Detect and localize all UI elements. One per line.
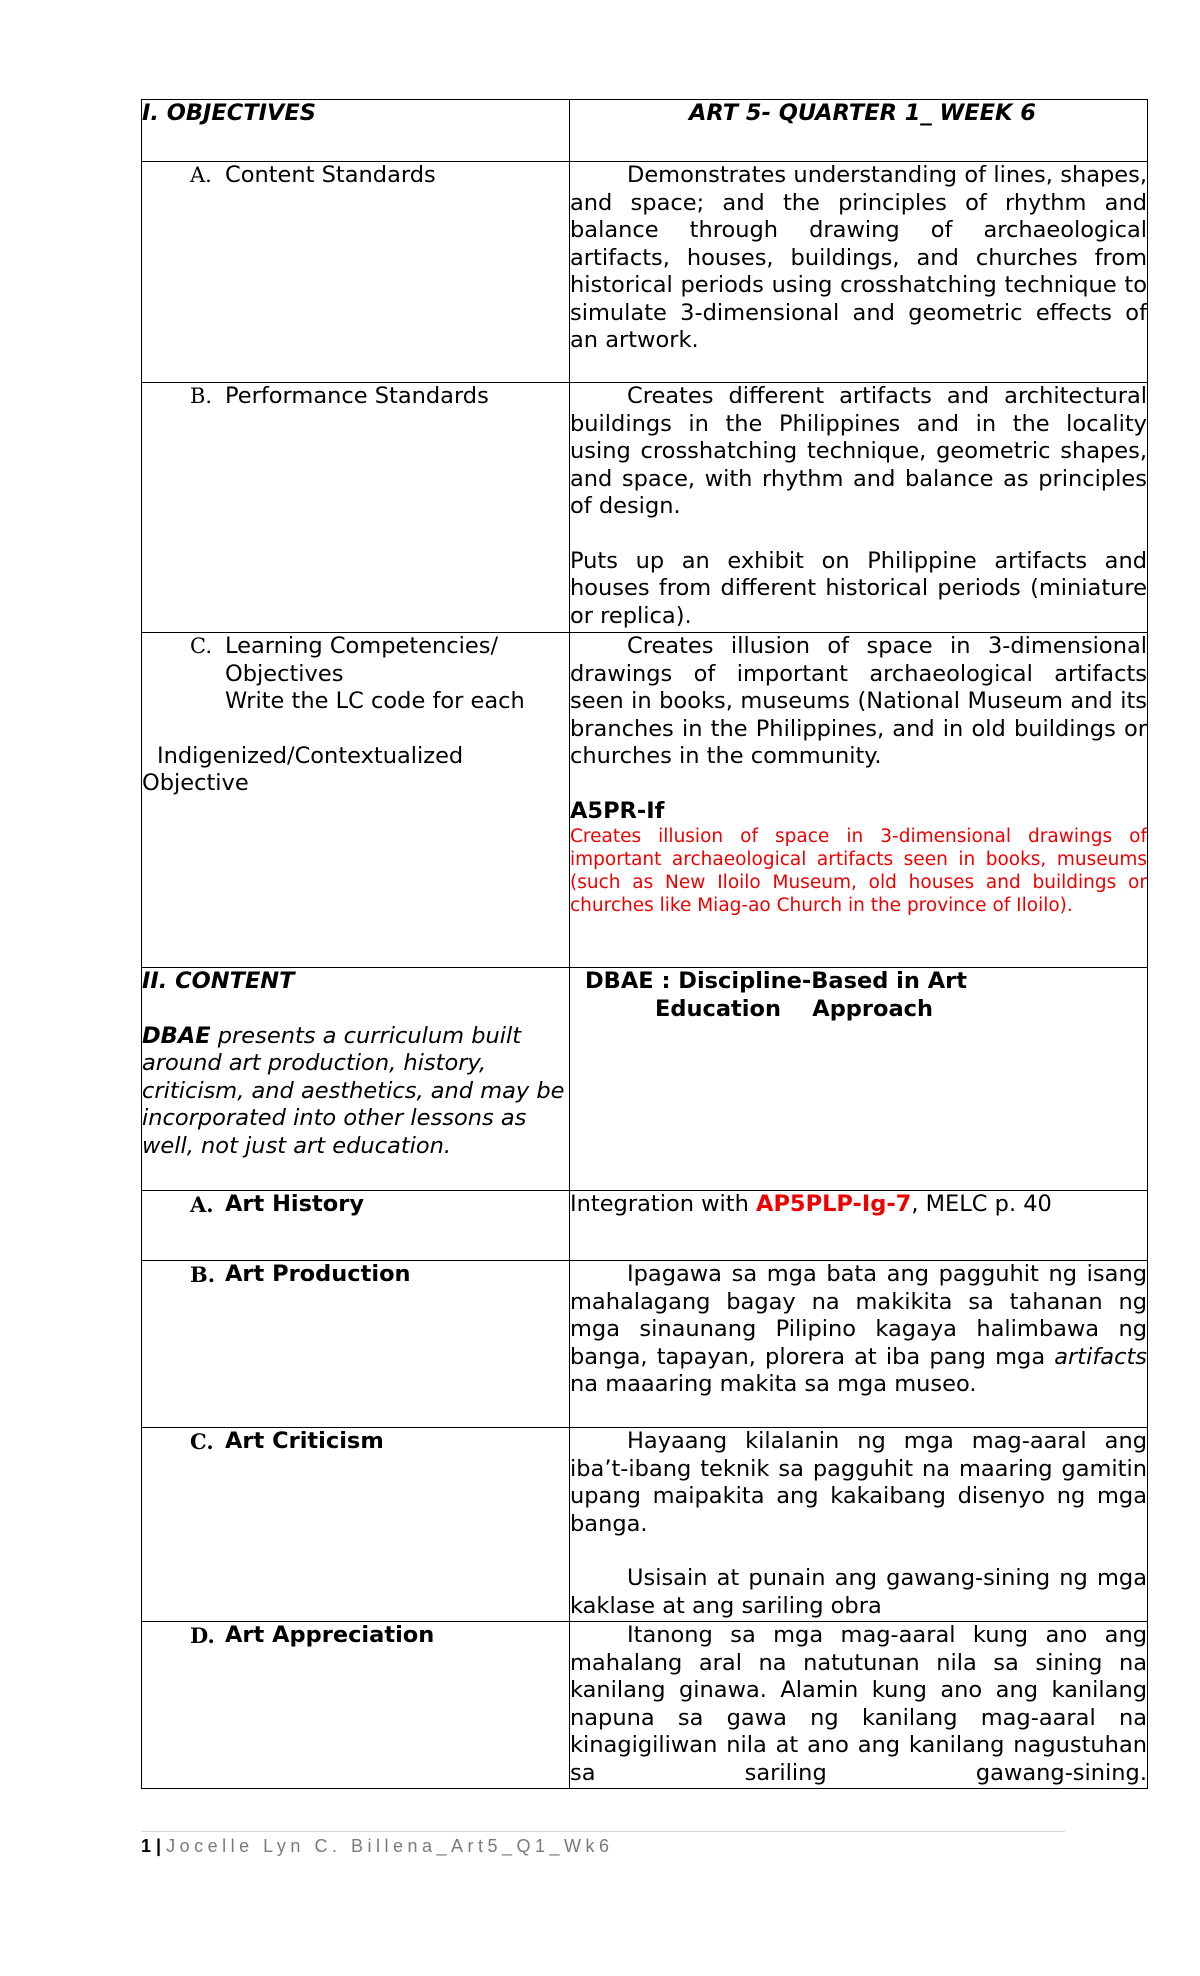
footer-author: Jocelle Lyn C. Billena_Art5_Q1_Wk6 <box>166 1836 614 1856</box>
content-standards-label-cell <box>142 162 570 383</box>
art-criticism-text-2: Usisain at punain ang gawang-sining ng mga kaklase at ang sariling obra <box>570 1565 1147 1619</box>
dbae-cell <box>570 968 1148 1191</box>
item-letter: C. <box>190 1429 214 1454</box>
objectives-heading-cell <box>142 100 570 162</box>
dbae-description-rest: presents a curriculum built around art production, history, criticism, and aesthetics, and may be incorporated into other lessons as well, not just art education. <box>142 1022 565 1159</box>
art-appreciation-label: Art Appreciation <box>225 1622 435 1648</box>
objectives-label: Objectives <box>225 660 344 687</box>
table-row <box>142 1261 1148 1428</box>
art-production-label-cell <box>142 1261 570 1428</box>
item-letter: D. <box>190 1623 215 1648</box>
table-row <box>142 1622 1148 1789</box>
learning-competencies-text: Creates illusion of space in 3-dimensional drawings of important archaeological artifacts seen in books, museums (National Museum and its branches in the Philippines, and in old buildings or churches in the community. <box>570 633 1147 769</box>
item-letter: A. <box>190 1192 214 1217</box>
performance-standards-label: Performance Standards <box>225 383 489 409</box>
dbae-title-line-2: Education Approach <box>655 995 934 1022</box>
indigenized-objective-text: Creates illusion of space in 3-dimensional drawings of important archaeological artifacts seen in books, museums (such as New Iloilo Museum, old houses and buildings or churches like Miag-ao Church in the province of Iloilo). <box>570 826 1147 916</box>
item-letter: B. <box>190 384 213 408</box>
lc-code: A5PR-If <box>570 797 665 824</box>
table-row <box>142 383 1148 633</box>
learning-competencies-label: Learning Competencies/ <box>225 633 499 659</box>
item-letter: B. <box>190 1262 216 1287</box>
art-criticism-label-cell <box>142 1428 570 1622</box>
art-history-cell <box>570 1191 1148 1261</box>
table-row <box>142 162 1148 383</box>
learning-competencies-cell <box>570 633 1148 968</box>
quarter-heading: ART 5- QUARTER 1_ WEEK 6 <box>689 100 1036 126</box>
learning-competencies-label-cell <box>142 633 570 968</box>
art-production-text-pre: Ipagawa sa mga bata ang pagguhit ng isang mahalagang bagay na makikita sa tahanan ng mga sinaunang Pilipino kagaya halimbawa ng banga, tapayan, plorera at iba pang mga <box>570 1261 1155 1370</box>
table-row <box>142 1191 1148 1261</box>
art-history-label-cell <box>142 1191 570 1261</box>
art-criticism-label: Art Criticism <box>225 1428 384 1454</box>
quarter-heading-cell <box>570 100 1148 162</box>
content-heading-cell <box>142 968 570 1191</box>
footer-divider <box>141 1831 1065 1832</box>
melc-code: AP5PLP-Ig-7 <box>756 1191 912 1217</box>
item-letter: A. <box>190 163 212 187</box>
performance-standards-text-1: Creates different artifacts and architectural buildings in the Philippines and in the locality using crosshatching technique, geometric shapes, and space, with rhythm and balance as principles of design. <box>570 383 1147 519</box>
art-production-text <box>570 1261 1162 1399</box>
dbae-term: DBAE <box>142 1022 211 1049</box>
lesson-plan-table <box>141 99 1162 1789</box>
table-row <box>142 633 1148 968</box>
art-criticism-cell <box>570 1428 1148 1622</box>
dbae-description <box>142 1023 569 1161</box>
performance-standards-cell <box>570 383 1148 633</box>
art-appreciation-label-cell <box>142 1622 570 1789</box>
performance-standards-text-2: Puts up an exhibit on Philippine artifacts and houses from different historical periods (miniature or replica). <box>570 547 1147 629</box>
art-history-text <box>570 1191 1147 1219</box>
content-standards-cell <box>570 162 1148 383</box>
dbae-title-line-1: DBAE : Discipline-Based in Art <box>585 968 968 994</box>
page-footer <box>141 1836 614 1857</box>
art-history-text-pre: Integration with <box>570 1191 757 1217</box>
indigenized-objective-label: Indigenized/Contextualized Objective <box>142 742 464 796</box>
art-appreciation-text: Itanong sa mga mag-aaral kung ano ang mahalang aral na natutunan nila sa sining na kanilang ginawa. Alamin kung ano ang kanilang napuna sa gawa ng kanilang mag-aaral na kinagigiliwan nila at ano ang kanilang nagustuhan sa sariling gawang-sining. <box>570 1622 1147 1786</box>
footer-separator: | <box>151 1836 167 1856</box>
content-standards-text: Demonstrates understanding of lines, shapes, and space; and the principles of rhythm and balance through drawing of archaeological artifacts, houses, buildings, and churches from historical periods using crosshatching technique to simulate 3-dimensional and geometric effects of an artwork. <box>570 162 1147 353</box>
page-number: 1 <box>141 1836 152 1856</box>
table-row <box>142 1428 1148 1622</box>
art-production-label: Art Production <box>225 1261 411 1287</box>
art-production-text-post: na maaaring makita sa mga museo. <box>570 1343 1162 1397</box>
objectives-heading: I. OBJECTIVES <box>142 100 316 126</box>
art-history-label: Art History <box>225 1191 365 1217</box>
content-heading: II. CONTENT <box>142 968 295 994</box>
art-production-cell <box>570 1261 1162 1428</box>
artifacts-italic: artifacts <box>1054 1343 1147 1370</box>
table-row <box>142 100 1148 162</box>
content-standards-label: Content Standards <box>225 162 436 188</box>
lc-code-instruction: Write the LC code for each <box>225 688 525 714</box>
art-appreciation-cell <box>570 1622 1148 1789</box>
table-row <box>142 968 1148 1191</box>
art-history-text-post: , MELC p. 40 <box>911 1191 1052 1217</box>
art-criticism-text-1: Hayaang kilalanin ng mga mag-aaral ang iba’t-ibang teknik sa pagguhit na maaring gamitin upang maipakita ang kakaibang disenyo ng mga banga. <box>570 1428 1147 1537</box>
performance-standards-label-cell <box>142 383 570 633</box>
item-letter: C. <box>190 634 212 658</box>
